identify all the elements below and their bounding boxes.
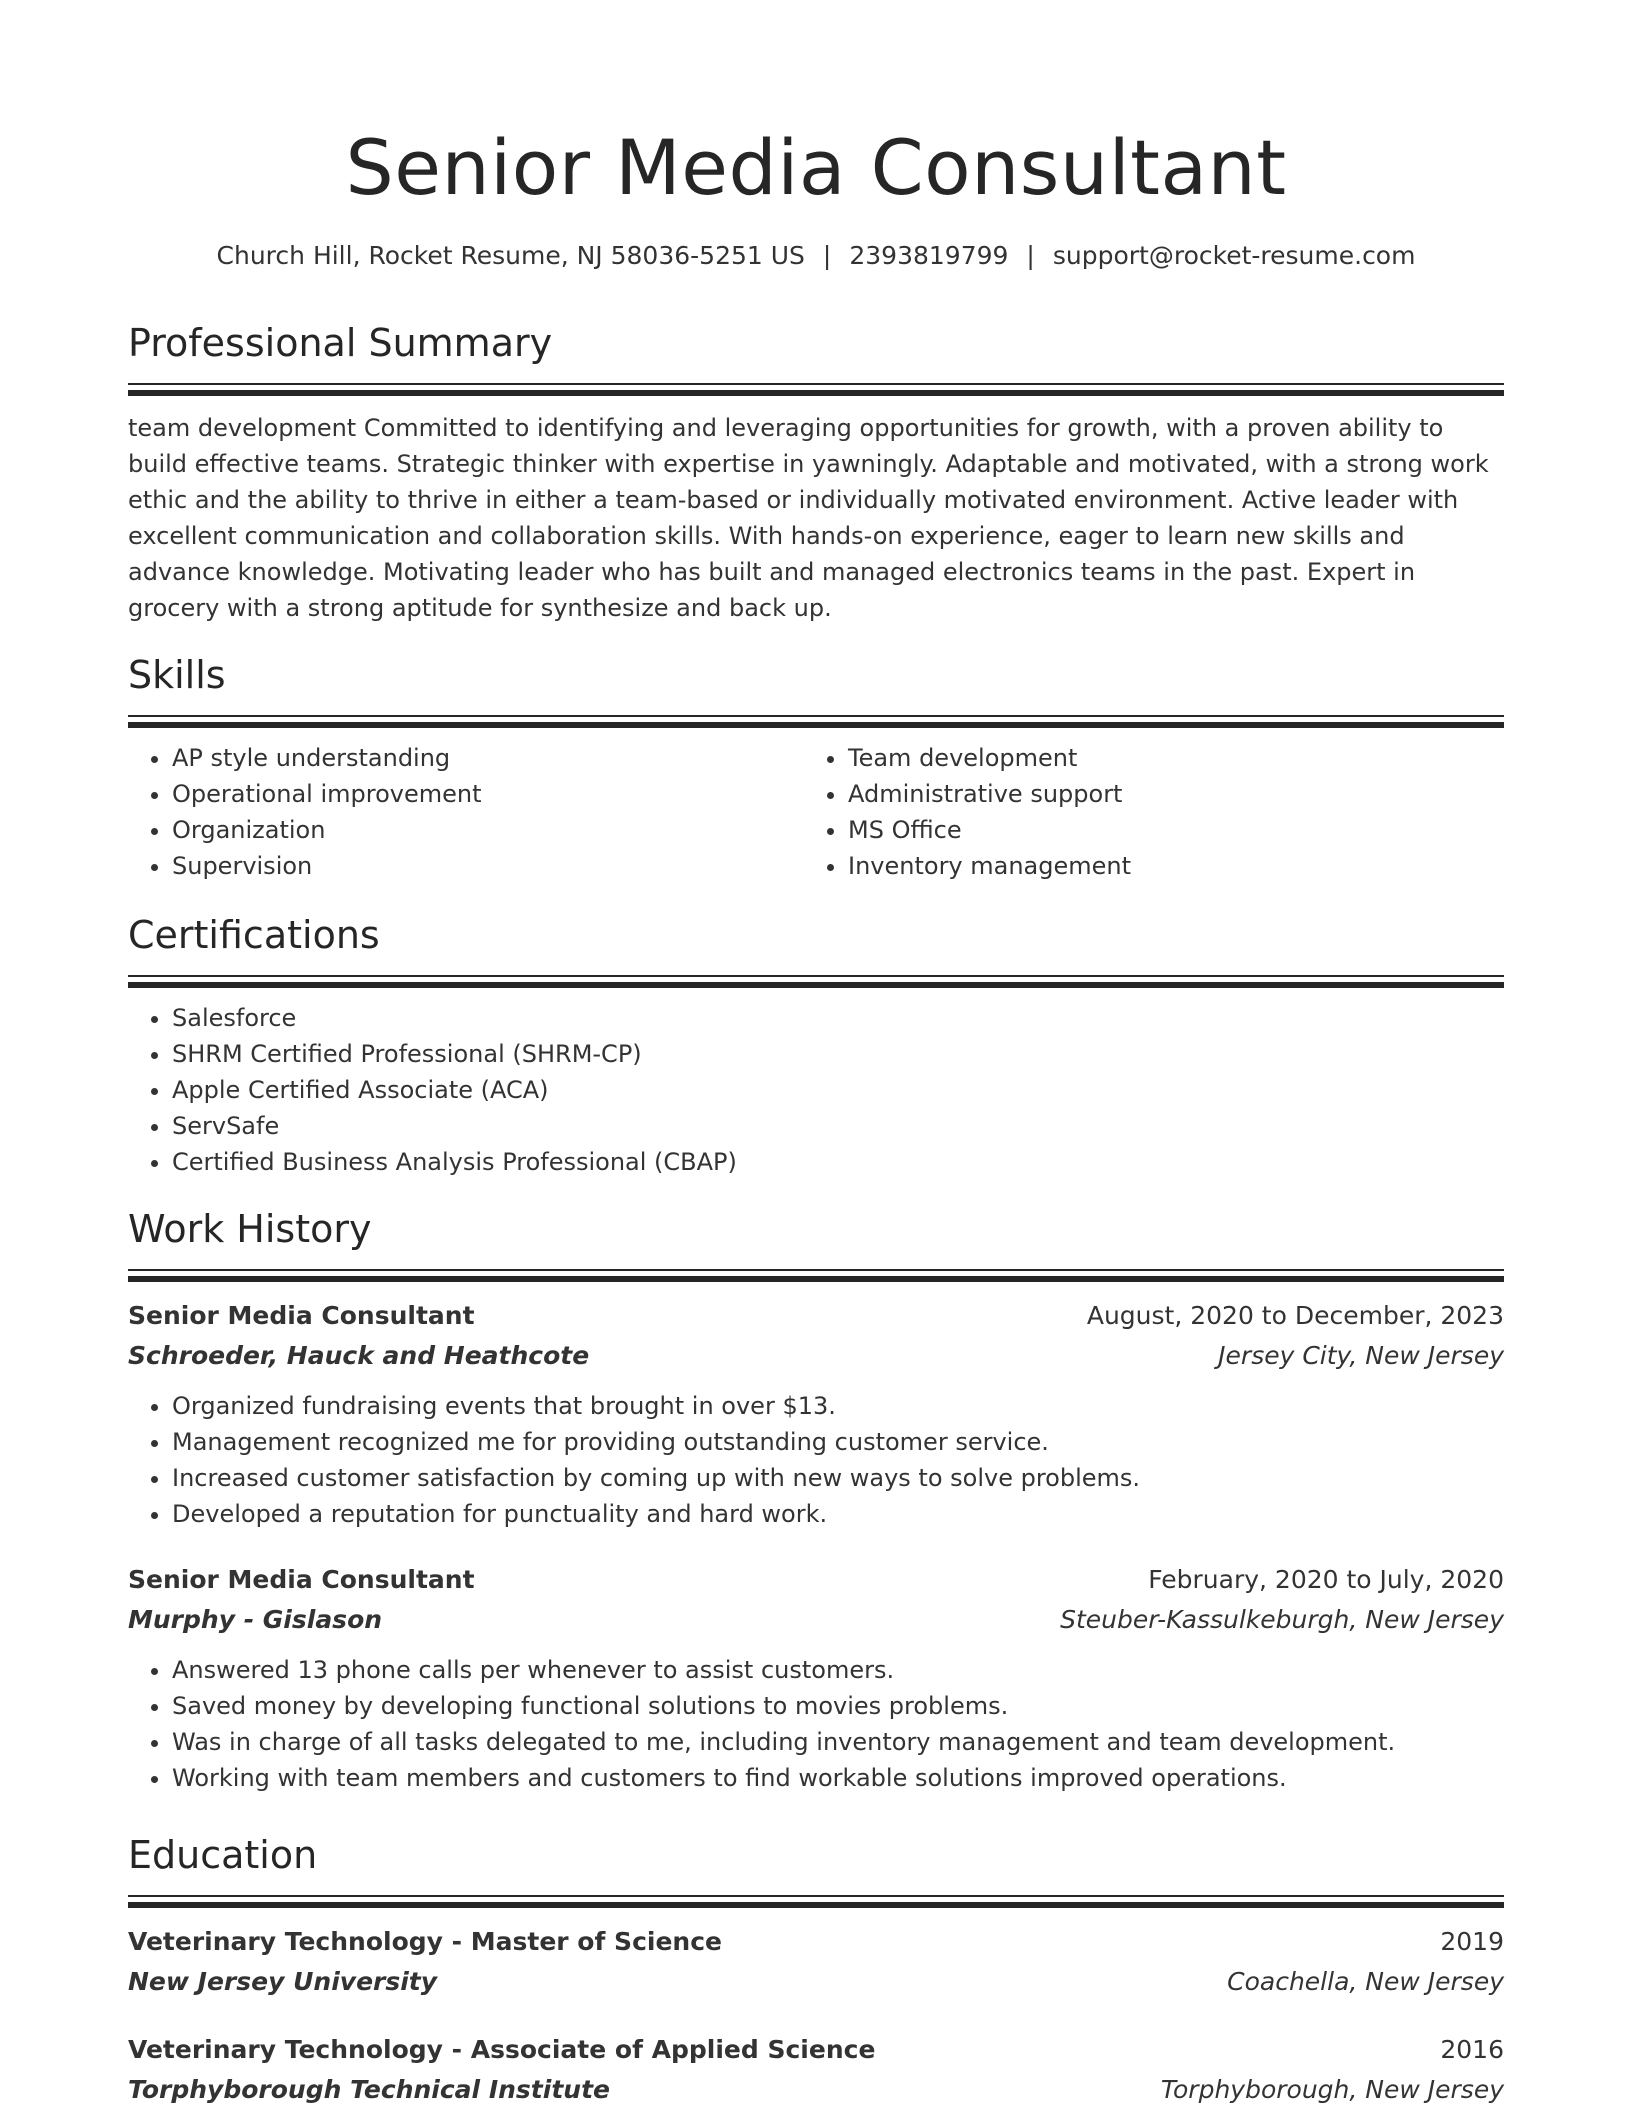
job-dates: February, 2020 to July, 2020	[1148, 1565, 1504, 1594]
contact-email[interactable]: support@rocket-resume.com	[1052, 241, 1416, 270]
skill-item: • Supervision	[172, 848, 804, 884]
job-title: Senior Media Consultant	[128, 1565, 475, 1594]
contact-phone: 2393819799	[849, 241, 1009, 270]
section-divider	[128, 1895, 1504, 1897]
certification-item: • Apple Certified Associate (ACA)	[172, 1072, 1504, 1108]
education-school-row	[128, 2070, 1504, 2110]
certification-item: • SHRM Certified Professional (SHRM-CP)	[172, 1036, 1504, 1072]
section-divider	[128, 1269, 1504, 1271]
education-degree: Veterinary Technology - Associate of Applied Science	[128, 2035, 876, 2064]
section-divider	[128, 383, 1504, 385]
candidate-name: Senior Media Consultant	[345, 123, 1287, 212]
education-school: Torphyborough Technical Institute	[128, 2075, 610, 2104]
job-entry	[128, 1296, 1504, 1532]
skill-item: • Inventory management	[848, 848, 1480, 884]
work-history-section	[128, 1204, 1504, 1796]
education-school: New Jersey University	[128, 1967, 438, 1996]
education-header-row	[128, 2030, 1504, 2070]
section-title-work: Work History	[128, 1207, 372, 1251]
section-title-skills: Skills	[128, 653, 226, 697]
section-divider-thick	[128, 982, 1504, 988]
education-location: Torphyborough, New Jersey	[1160, 2075, 1504, 2104]
certifications-list	[128, 1000, 1504, 1180]
skill-item: • Team development	[848, 740, 1480, 776]
certification-item: • ServSafe	[172, 1108, 1504, 1144]
job-bullet: • Management recognized me for providing outstanding customer service.	[172, 1424, 1504, 1460]
education-year: 2016	[1440, 2035, 1504, 2064]
education-location: Coachella, New Jersey	[1227, 1967, 1504, 1996]
skill-item: • MS Office	[848, 812, 1480, 848]
skills-list-right	[804, 740, 1480, 884]
job-bullet: • Was in charge of all tasks delegated to me, including inventory management and team development.	[172, 1724, 1504, 1760]
education-section	[128, 1830, 1504, 2110]
job-bullet: • Increased customer satisfaction by coming up with new ways to solve problems.	[172, 1460, 1504, 1496]
job-dates: August, 2020 to December, 2023	[1086, 1301, 1504, 1330]
skills-section	[128, 650, 1504, 884]
job-bullet: • Developed a reputation for punctuality and hard work.	[172, 1496, 1504, 1532]
job-bullet: • Organized fundraising events that brought in over $13.	[172, 1388, 1504, 1424]
job-title: Senior Media Consultant	[128, 1301, 475, 1330]
job-company-row	[128, 1600, 1504, 1640]
certification-item: • Certified Business Analysis Professional (CBAP)	[172, 1144, 1504, 1180]
contact-address: Church Hill, Rocket Resume, NJ 58036-5251 US	[216, 241, 805, 270]
section-title-summary: Professional Summary	[128, 321, 553, 365]
job-bullet: • Saved money by developing functional solutions to movies problems.	[172, 1688, 1504, 1724]
job-bullets	[128, 1388, 1504, 1532]
section-divider-thick	[128, 390, 1504, 396]
job-location: Steuber-Kassulkeburgh, New Jersey	[1060, 1605, 1504, 1634]
skills-list-left	[128, 740, 804, 884]
job-header-row	[128, 1296, 1504, 1336]
skills-columns	[128, 740, 1504, 884]
job-company: Murphy - Gislason	[128, 1605, 383, 1634]
education-entry	[128, 2030, 1504, 2110]
contact-separator: |	[1026, 241, 1035, 270]
section-divider-thick	[128, 1276, 1504, 1282]
skill-item: • AP style understanding	[172, 740, 804, 776]
job-bullet: • Working with team members and customers to find workable solutions improved operations.	[172, 1760, 1504, 1796]
job-header-row	[128, 1560, 1504, 1600]
education-degree: Veterinary Technology - Master of Science	[128, 1927, 722, 1956]
skill-item: • Operational improvement	[172, 776, 804, 812]
job-bullets	[128, 1652, 1504, 1796]
certification-item: • Salesforce	[172, 1000, 1504, 1036]
summary-section	[128, 318, 1504, 626]
job-entry	[128, 1560, 1504, 1796]
contact-separator: |	[822, 241, 832, 270]
section-divider	[128, 975, 1504, 977]
section-divider-thick	[128, 722, 1504, 728]
section-divider-thick	[128, 1902, 1504, 1908]
contact-line	[128, 238, 1504, 274]
education-header-row	[128, 1922, 1504, 1962]
education-entry	[128, 1922, 1504, 2002]
education-school-row	[128, 1962, 1504, 2002]
section-title-certifications: Certifications	[128, 913, 380, 957]
section-divider	[128, 715, 1504, 717]
summary-text: team development Committed to identifying and leveraging opportunities for growth, with a proven ability to build effective teams. Strategic thinker with expertise in yawningly. Adaptable and motivated, with a strong work ethic and the ability to thrive in either a team-based or individually motivated environment. Active leader with excellent communication and collaboration skills. With hands-on experience, eager to learn new skills and advance knowledge. Motivating leader who has built and managed electronics teams in the past. Expert in grocery with a strong aptitude for synthesize and back up.	[128, 414, 1489, 622]
job-location: Jersey City, New Jersey	[1218, 1341, 1504, 1370]
section-title-education: Education	[128, 1833, 318, 1877]
skill-item: • Organization	[172, 812, 804, 848]
job-company-row	[128, 1336, 1504, 1376]
skill-item: • Administrative support	[848, 776, 1480, 812]
certifications-section	[128, 910, 1504, 1180]
job-company: Schroeder, Hauck and Heathcote	[128, 1341, 590, 1370]
education-year: 2019	[1440, 1927, 1504, 1956]
job-bullet: • Answered 13 phone calls per whenever to assist customers.	[172, 1652, 1504, 1688]
